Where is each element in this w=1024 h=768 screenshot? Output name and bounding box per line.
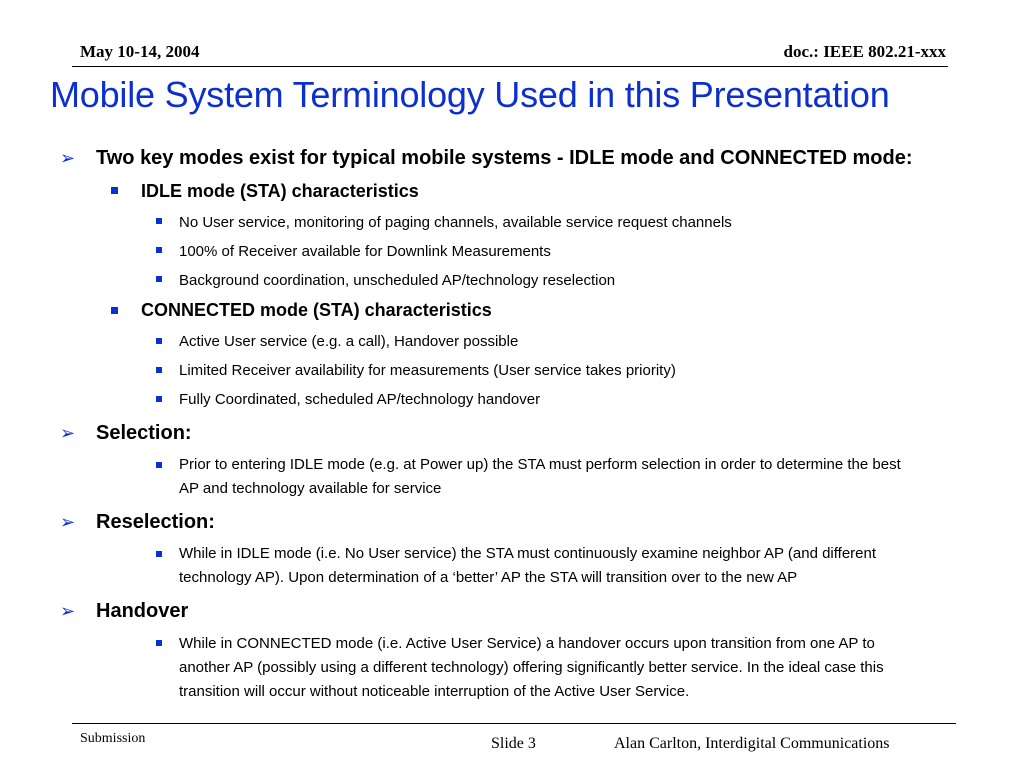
square-bullet-icon <box>156 276 162 282</box>
handover-line-3: transition will occur without noticeable interruption of the Active User Service. <box>179 683 690 700</box>
bullet-connected-2: Limited Receiver availability for measurements (User service takes priority) <box>179 362 676 379</box>
handover-line-2: another AP (possibly using a different technology) offering significantly better service. In the ideal case this <box>179 659 884 676</box>
bullet-modes: Two key modes exist for typical mobile systems - IDLE mode and CONNECTED mode: <box>96 147 913 169</box>
arrow-bullet-icon: ➢ <box>60 148 76 169</box>
square-bullet-icon <box>156 338 162 344</box>
bullet-connected-mode: CONNECTED mode (STA) characteristics <box>141 300 492 320</box>
bullet-connected-3: Fully Coordinated, scheduled AP/technology handover <box>179 391 541 408</box>
arrow-bullet-icon: ➢ <box>60 512 76 533</box>
selection-line-2: AP and technology available for service <box>179 480 442 497</box>
handover-line-1: While in CONNECTED mode (i.e. Active User Service) a handover occurs upon transition from one AP to <box>179 635 875 652</box>
bullet-idle-mode: IDLE mode (STA) characteristics <box>141 181 419 201</box>
bullet-idle-2: 100% of Receiver available for Downlink Measurements <box>179 243 551 260</box>
footer-submission: Submission <box>80 731 146 746</box>
footer-rule <box>72 723 956 724</box>
header-doc-id: doc.: IEEE 802.21-xxx <box>783 42 946 61</box>
square-bullet-icon <box>156 247 162 253</box>
square-bullet-icon <box>156 551 162 557</box>
square-bullet-icon <box>111 187 118 194</box>
bullet-selection: Selection: <box>96 422 192 444</box>
reselection-line-1: While in IDLE mode (i.e. No User service) the STA must continuously examine neighbor AP (and different <box>179 545 877 562</box>
square-bullet-icon <box>156 218 162 224</box>
header-date: May 10-14, 2004 <box>80 42 200 61</box>
footer-author: Alan Carlton, Interdigital Communications <box>614 735 890 752</box>
bullet-idle-1: No User service, monitoring of paging channels, available service request channels <box>179 214 732 231</box>
bullet-reselection: Reselection: <box>96 511 215 533</box>
selection-line-1: Prior to entering IDLE mode (e.g. at Power up) the STA must perform selection in order to determine the best <box>179 456 901 473</box>
slide-title: Mobile System Terminology Used in this Presentation <box>50 74 890 115</box>
footer-slide-number: Slide 3 <box>491 735 536 752</box>
header-rule <box>72 66 948 67</box>
square-bullet-icon <box>156 396 162 402</box>
square-bullet-icon <box>156 462 162 468</box>
arrow-bullet-icon: ➢ <box>60 601 76 622</box>
arrow-bullet-icon: ➢ <box>60 423 76 444</box>
bullet-idle-3: Background coordination, unscheduled AP/technology reselection <box>179 272 616 289</box>
square-bullet-icon <box>156 640 162 646</box>
bullet-connected-1: Active User service (e.g. a call), Handover possible <box>179 333 519 350</box>
reselection-line-2: technology AP). Upon determination of a ‘better’ AP the STA will transition over to the new AP <box>179 569 798 586</box>
square-bullet-icon <box>111 307 118 314</box>
square-bullet-icon <box>156 367 162 373</box>
bullet-handover: Handover <box>96 600 189 622</box>
